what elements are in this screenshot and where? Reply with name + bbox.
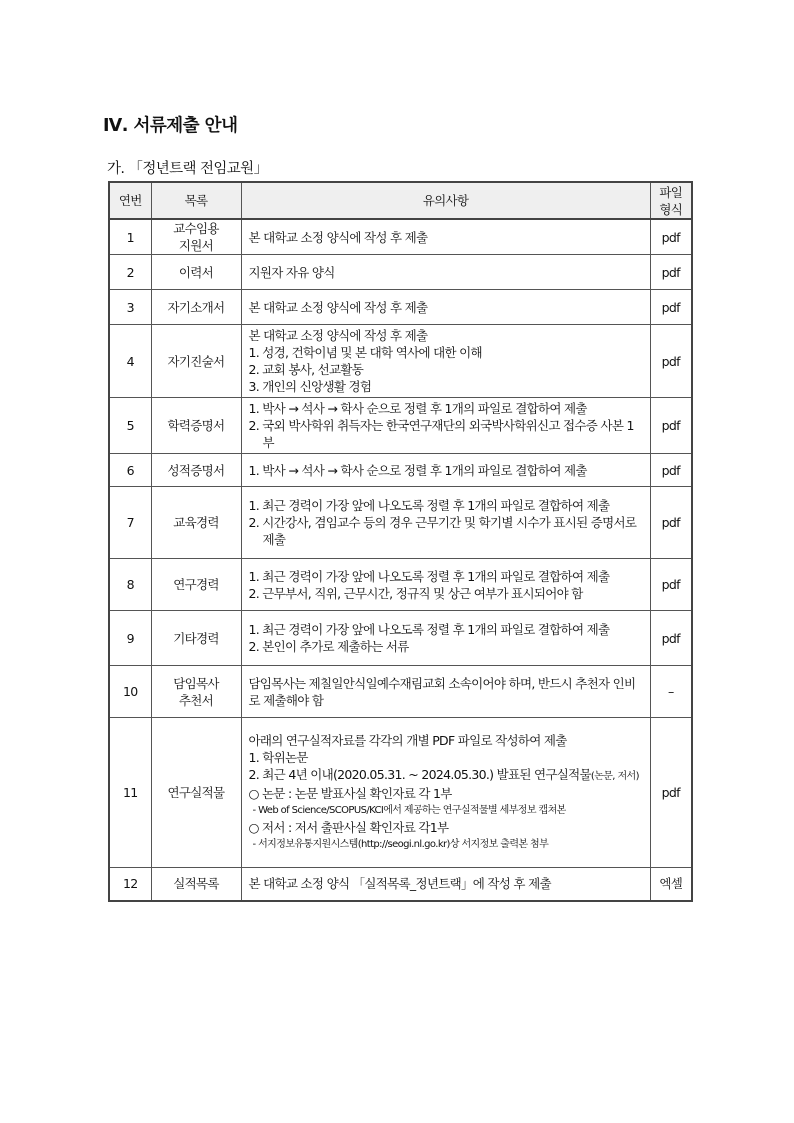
file-format: pdf — [650, 718, 692, 868]
table-row — [109, 255, 692, 290]
note-line: ○ 저서 : 저서 출판사실 확인자료 각1부 — [248, 820, 449, 835]
document-name: 교육경력 — [151, 487, 241, 559]
document-submission-table — [108, 181, 693, 902]
document-name: 학력증명서 — [151, 398, 241, 454]
note-line: 2. 국외 박사학위 취득자는 한국연구재단의 외국박사학위신고 접수증 사본 1부 — [248, 418, 634, 450]
row-number: 9 — [109, 611, 151, 666]
row-number: 4 — [109, 325, 151, 398]
note-line: 2. 시간강사, 겸임교수 등의 경우 근무기간 및 학기별 시수가 표시된 증명서로 제출 — [248, 515, 637, 547]
note-line: 1. 최근 경력이 가장 앞에 나오도록 정렬 후 1개의 파일로 결합하여 제출 — [248, 568, 610, 584]
document-notes — [241, 718, 650, 868]
sub-title: 가. 「정년트랙 전임교원」 — [107, 161, 268, 177]
note-line: 지원자 자유 양식 — [248, 264, 335, 280]
file-format: – — [650, 666, 692, 718]
table-row — [109, 487, 692, 559]
document-name: 담임목사 추천서 — [151, 666, 241, 718]
table-row — [109, 454, 692, 487]
row-number: 2 — [109, 255, 151, 290]
note-line: 2. 최근 4년 이내(2020.05.31. ~ 2024.05.30.) 발표된 연구실적물(논문, 저서) — [248, 767, 639, 782]
header-no: 연번 — [109, 182, 151, 219]
row-number: 12 — [109, 868, 151, 901]
header-format: 파일 형식 — [650, 182, 692, 219]
file-format: 엑셀 — [650, 868, 692, 901]
document-notes — [241, 559, 650, 611]
row-number: 8 — [109, 559, 151, 611]
note-subline: - Web of Science/SCOPUS/KCI에서 제공하는 연구실적물별 세부정보 캡쳐본 — [252, 805, 566, 816]
document-notes — [241, 666, 650, 718]
note-line: 본 대학교 소정 양식에 작성 후 제출 — [248, 299, 428, 315]
file-format: pdf — [650, 611, 692, 666]
document-name: 실적목록 — [151, 868, 241, 901]
file-format: pdf — [650, 487, 692, 559]
row-number: 7 — [109, 487, 151, 559]
row-number: 1 — [109, 219, 151, 255]
document-name: 자기소개서 — [151, 290, 241, 325]
document-notes — [241, 290, 650, 325]
file-format: pdf — [650, 290, 692, 325]
row-number: 6 — [109, 454, 151, 487]
note-line: 1. 박사 → 석사 → 학사 순으로 정렬 후 1개의 파일로 결합하여 제출 — [248, 462, 587, 478]
header-name: 목록 — [151, 182, 241, 219]
row-number: 3 — [109, 290, 151, 325]
document-name: 이력서 — [151, 255, 241, 290]
document-notes — [241, 454, 650, 487]
table-row — [109, 868, 692, 901]
note-tail: (논문, 저서) — [590, 771, 639, 782]
note-line: 2. 본인이 추가로 제출하는 서류 — [248, 639, 409, 654]
row-number: 10 — [109, 666, 151, 718]
table-row — [109, 666, 692, 718]
note-line: 본 대학교 소정 양식 「실적목록_정년트랙」에 작성 후 제출 — [248, 876, 551, 892]
file-format: pdf — [650, 325, 692, 398]
note-line: 1. 최근 경력이 가장 앞에 나오도록 정렬 후 1개의 파일로 결합하여 제출 — [248, 622, 610, 637]
note-line: 담임목사는 제칠일안식일예수재림교회 소속이어야 하며, 반드시 추천자 인비로 제출해야 함 — [248, 675, 636, 708]
note-line: ○ 논문 : 논문 발표사실 확인자료 각 1부 — [248, 786, 452, 801]
note-line: 3. 개인의 신앙생활 경험 — [248, 379, 372, 394]
document-notes — [241, 611, 650, 666]
document-notes — [241, 255, 650, 290]
note-line: 2. 근무부서, 직위, 근무시간, 정규직 및 상근 여부가 표시되어야 함 — [248, 585, 583, 601]
table-row — [109, 325, 692, 398]
table-row — [109, 290, 692, 325]
note-subline: - 서지정보유통지원시스템(http://seogi.nl.go.kr)상 서지정보 출력본 첨부 — [252, 839, 549, 850]
document-notes — [241, 868, 650, 901]
note-line: 본 대학교 소정 양식에 작성 후 제출 — [248, 328, 428, 343]
document-notes — [241, 219, 650, 255]
document-notes — [241, 325, 650, 398]
table-row — [109, 559, 692, 611]
file-format: pdf — [650, 559, 692, 611]
note-line: 1. 박사 → 석사 → 학사 순으로 정렬 후 1개의 파일로 결합하여 제출 — [248, 401, 587, 416]
section-title: Ⅳ. 서류제출 안내 — [103, 116, 238, 136]
document-name: 성적증명서 — [151, 454, 241, 487]
file-format: pdf — [650, 219, 692, 255]
note-line: 1. 학위논문 — [248, 750, 308, 765]
note-line: 1. 성경, 건학이념 및 본 대학 역사에 대한 이해 — [248, 345, 482, 360]
note-line: 본 대학교 소정 양식에 작성 후 제출 — [248, 229, 428, 245]
row-number: 5 — [109, 398, 151, 454]
file-format: pdf — [650, 398, 692, 454]
header-notes: 유의사항 — [241, 182, 650, 219]
document-name: 연구실적물 — [151, 718, 241, 868]
note-line: 아래의 연구실적자료를 각각의 개별 PDF 파일로 작성하여 제출 — [248, 733, 567, 748]
file-format: pdf — [650, 454, 692, 487]
table-row — [109, 219, 692, 255]
file-format: pdf — [650, 255, 692, 290]
document-name: 교수임용 지원서 — [151, 219, 241, 255]
table-row — [109, 611, 692, 666]
document-name: 자기진술서 — [151, 325, 241, 398]
document-notes — [241, 398, 650, 454]
document-name: 연구경력 — [151, 559, 241, 611]
table-row — [109, 718, 692, 868]
table-header-row — [109, 182, 692, 219]
document-notes — [241, 487, 650, 559]
note-line: 2. 교회 봉사, 선교활동 — [248, 362, 364, 377]
note-line: 1. 최근 경력이 가장 앞에 나오도록 정렬 후 1개의 파일로 결합하여 제출 — [248, 498, 610, 513]
table-row — [109, 398, 692, 454]
row-number: 11 — [109, 718, 151, 868]
document-name: 기타경력 — [151, 611, 241, 666]
